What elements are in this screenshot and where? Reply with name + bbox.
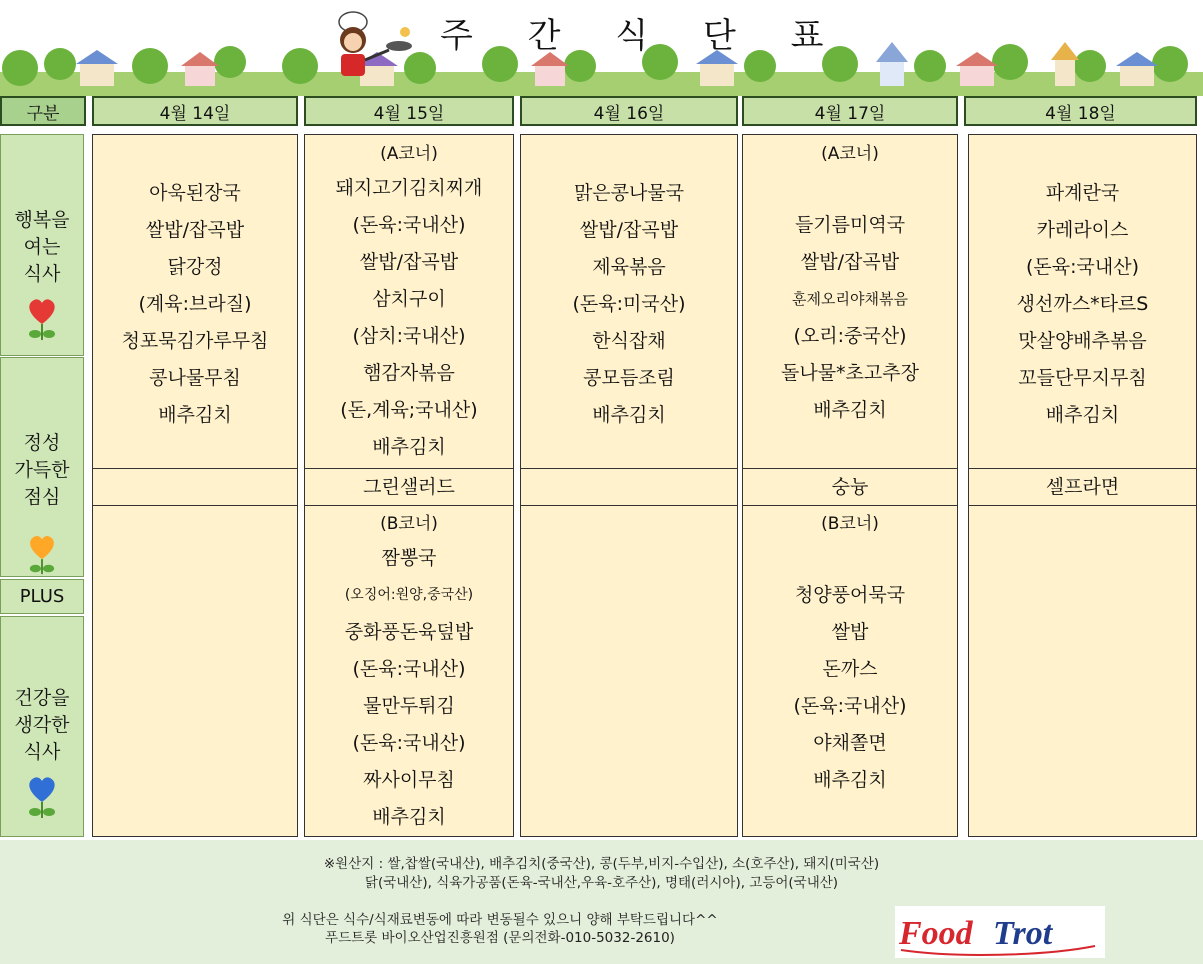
menu-item: (돈육:국내산) — [352, 214, 466, 236]
svg-text:Food: Food — [899, 915, 973, 952]
menu-item: (오징어:원양,중국산) — [344, 587, 474, 603]
row-divider — [743, 468, 957, 469]
foodtrot-logo — [895, 906, 1105, 958]
day-header-14: 4월 14일 — [92, 96, 298, 126]
menu-item: 카레라이스 — [1036, 219, 1129, 241]
origin-note-2: 닭(국내산), 식육가공품(돈육-국내산,우육-호주산), 명태(러시아), 고등어(국내산) — [364, 875, 839, 891]
section-breakfast — [0, 134, 84, 356]
menu-item: (돈육:국내산) — [1026, 256, 1139, 278]
menu-a-list — [305, 138, 513, 466]
row-divider — [969, 505, 1196, 506]
plus-item: 그린샐러드 — [363, 476, 455, 498]
menu-item — [743, 540, 957, 577]
section-label: 정성 가득한 점심 — [14, 432, 70, 508]
day-column-17 — [742, 134, 958, 837]
row-divider — [305, 468, 513, 469]
section-label: 건강을 생각한 식사 — [14, 687, 70, 763]
row-divider — [521, 468, 737, 469]
day-header-17: 4월 17일 — [742, 96, 958, 126]
menu-item: 쌀밥/잡곡밥 — [145, 219, 245, 241]
contact-text: 푸드트롯 바이오산업진흥원점 (문의전화-010-5032-2610) — [325, 930, 675, 946]
menu-item: 중화풍돈육덮밥 — [344, 621, 474, 643]
menu-item: 배추김치 — [813, 399, 887, 421]
menu-item — [93, 138, 297, 175]
menu-a-list — [93, 138, 297, 434]
menu-item — [969, 138, 1196, 175]
menu-a-list — [969, 138, 1196, 434]
row-divider — [305, 505, 513, 506]
menu-item: 생선까스*타르S — [1016, 293, 1149, 315]
corner-label: 구분 — [0, 96, 86, 126]
day-column-15 — [304, 134, 514, 837]
origin-note-1: ※원산지 : 쌀,찹쌀(국내산), 배추김치(중국산), 콩(두부,비지-수입산), 소(호주산), 돼지(미국산) — [323, 856, 880, 872]
menu-item: 쌀밥 — [831, 621, 869, 643]
section-label: 행복을 여는 식사 — [14, 209, 70, 285]
menu-item: 콩모듬조림 — [583, 367, 675, 389]
day-header-16: 4월 16일 — [520, 96, 738, 126]
row-divider — [93, 468, 297, 469]
menu-a-list — [521, 138, 737, 434]
menu-item: 배추김치 — [158, 404, 232, 426]
menu-item: (돈,계육;국내산) — [340, 399, 478, 421]
menu-item: 배추김치 — [592, 404, 666, 426]
row-divider — [93, 505, 297, 506]
corner-label: (A코너) — [821, 144, 879, 164]
menu-item: (돈육:국내산) — [352, 732, 466, 754]
heart-icon — [22, 772, 62, 820]
menu-item: 맛살양배추볶음 — [1018, 330, 1147, 352]
page-title: 주 간 식 단 표 — [440, 16, 846, 56]
menu-item: 쌀밥/잡곡밥 — [579, 219, 679, 241]
menu-item: 쌀밥/잡곡밥 — [359, 251, 459, 273]
plus-item: 셀프라면 — [1045, 476, 1120, 498]
menu-item: 배추김치 — [813, 769, 887, 791]
page-header — [0, 0, 1203, 96]
day-column-14 — [92, 134, 298, 837]
row-divider — [521, 505, 737, 506]
menu-item: 돈까스 — [822, 658, 878, 680]
corner-label: (B코너) — [380, 514, 438, 534]
menu-item: 물만두튀김 — [363, 695, 455, 717]
menu-item: 아욱된장국 — [149, 182, 241, 204]
day-column-16 — [520, 134, 738, 837]
menu-item — [521, 138, 737, 175]
menu-item: 청포묵김가루무침 — [121, 330, 269, 352]
heart-icon — [22, 294, 62, 342]
menu-item: (돈육:국내산) — [793, 695, 907, 717]
menu-item: 짜사이무침 — [363, 769, 455, 791]
svg-text:Trot: Trot — [993, 915, 1053, 952]
menu-item: (오리:중국산) — [793, 325, 907, 347]
menu-item: 콩나물무침 — [149, 367, 241, 389]
section-label: PLUS — [19, 586, 65, 607]
corner-label: (A코너) — [380, 144, 438, 164]
plus-item: 숭늉 — [831, 476, 869, 498]
menu-item: 훈제오리야채볶음 — [792, 290, 908, 308]
menu-item: 쌀밥/잡곡밥 — [800, 251, 900, 273]
menu-item: 짬뽕국 — [381, 547, 437, 569]
menu-item: (삼치:국내산) — [352, 325, 466, 347]
menu-item: 파계란국 — [1045, 182, 1120, 204]
day-column-18 — [968, 134, 1197, 837]
menu-b-list — [743, 508, 957, 799]
menu-item: 닭강정 — [167, 256, 223, 278]
section-lunch — [0, 357, 84, 577]
menu-item: 햄감자볶음 — [363, 362, 455, 384]
menu-item: (계육:브라질) — [138, 293, 252, 315]
menu-item: 한식잡채 — [592, 330, 666, 352]
plus-item — [93, 470, 297, 505]
section-healthy — [0, 616, 84, 837]
menu-item: 돼지고기김치찌개 — [335, 177, 483, 199]
corner-label: (B코너) — [821, 514, 879, 534]
heart-icon — [22, 531, 62, 576]
day-header-15: 4월 15일 — [304, 96, 514, 126]
menu-item: (돈육:국내산) — [352, 658, 466, 680]
row-divider — [743, 505, 957, 506]
menu-item: 야채쫄면 — [813, 732, 887, 754]
section-plus — [0, 579, 84, 614]
menu-item: 배추김치 — [372, 436, 446, 458]
menu-a-list — [743, 138, 957, 429]
menu-item: 제육볶음 — [592, 256, 666, 278]
plus-item — [521, 470, 737, 505]
row-divider — [969, 468, 1196, 469]
menu-item: 맑은콩나물국 — [573, 182, 685, 204]
menu-item: 삼치구이 — [372, 288, 446, 310]
notice-text: 위 식단은 식수/식재료변동에 따라 변동될수 있으니 양해 부탁드립니다^^ — [282, 912, 718, 928]
menu-item: 배추김치 — [372, 806, 446, 828]
menu-item: 꼬들단무지무침 — [1018, 367, 1147, 389]
menu-b-list — [305, 508, 513, 836]
menu-item — [743, 170, 957, 207]
menu-item: 배추김치 — [1045, 404, 1120, 426]
menu-item: 들기름미역국 — [794, 214, 906, 236]
day-header-18: 4월 18일 — [964, 96, 1197, 126]
menu-item: 돌나물*초고추장 — [781, 362, 919, 384]
chef-icon — [325, 10, 415, 80]
menu-item: (돈육:미국산) — [572, 293, 686, 315]
menu-item: 청양풍어묵국 — [794, 584, 906, 606]
